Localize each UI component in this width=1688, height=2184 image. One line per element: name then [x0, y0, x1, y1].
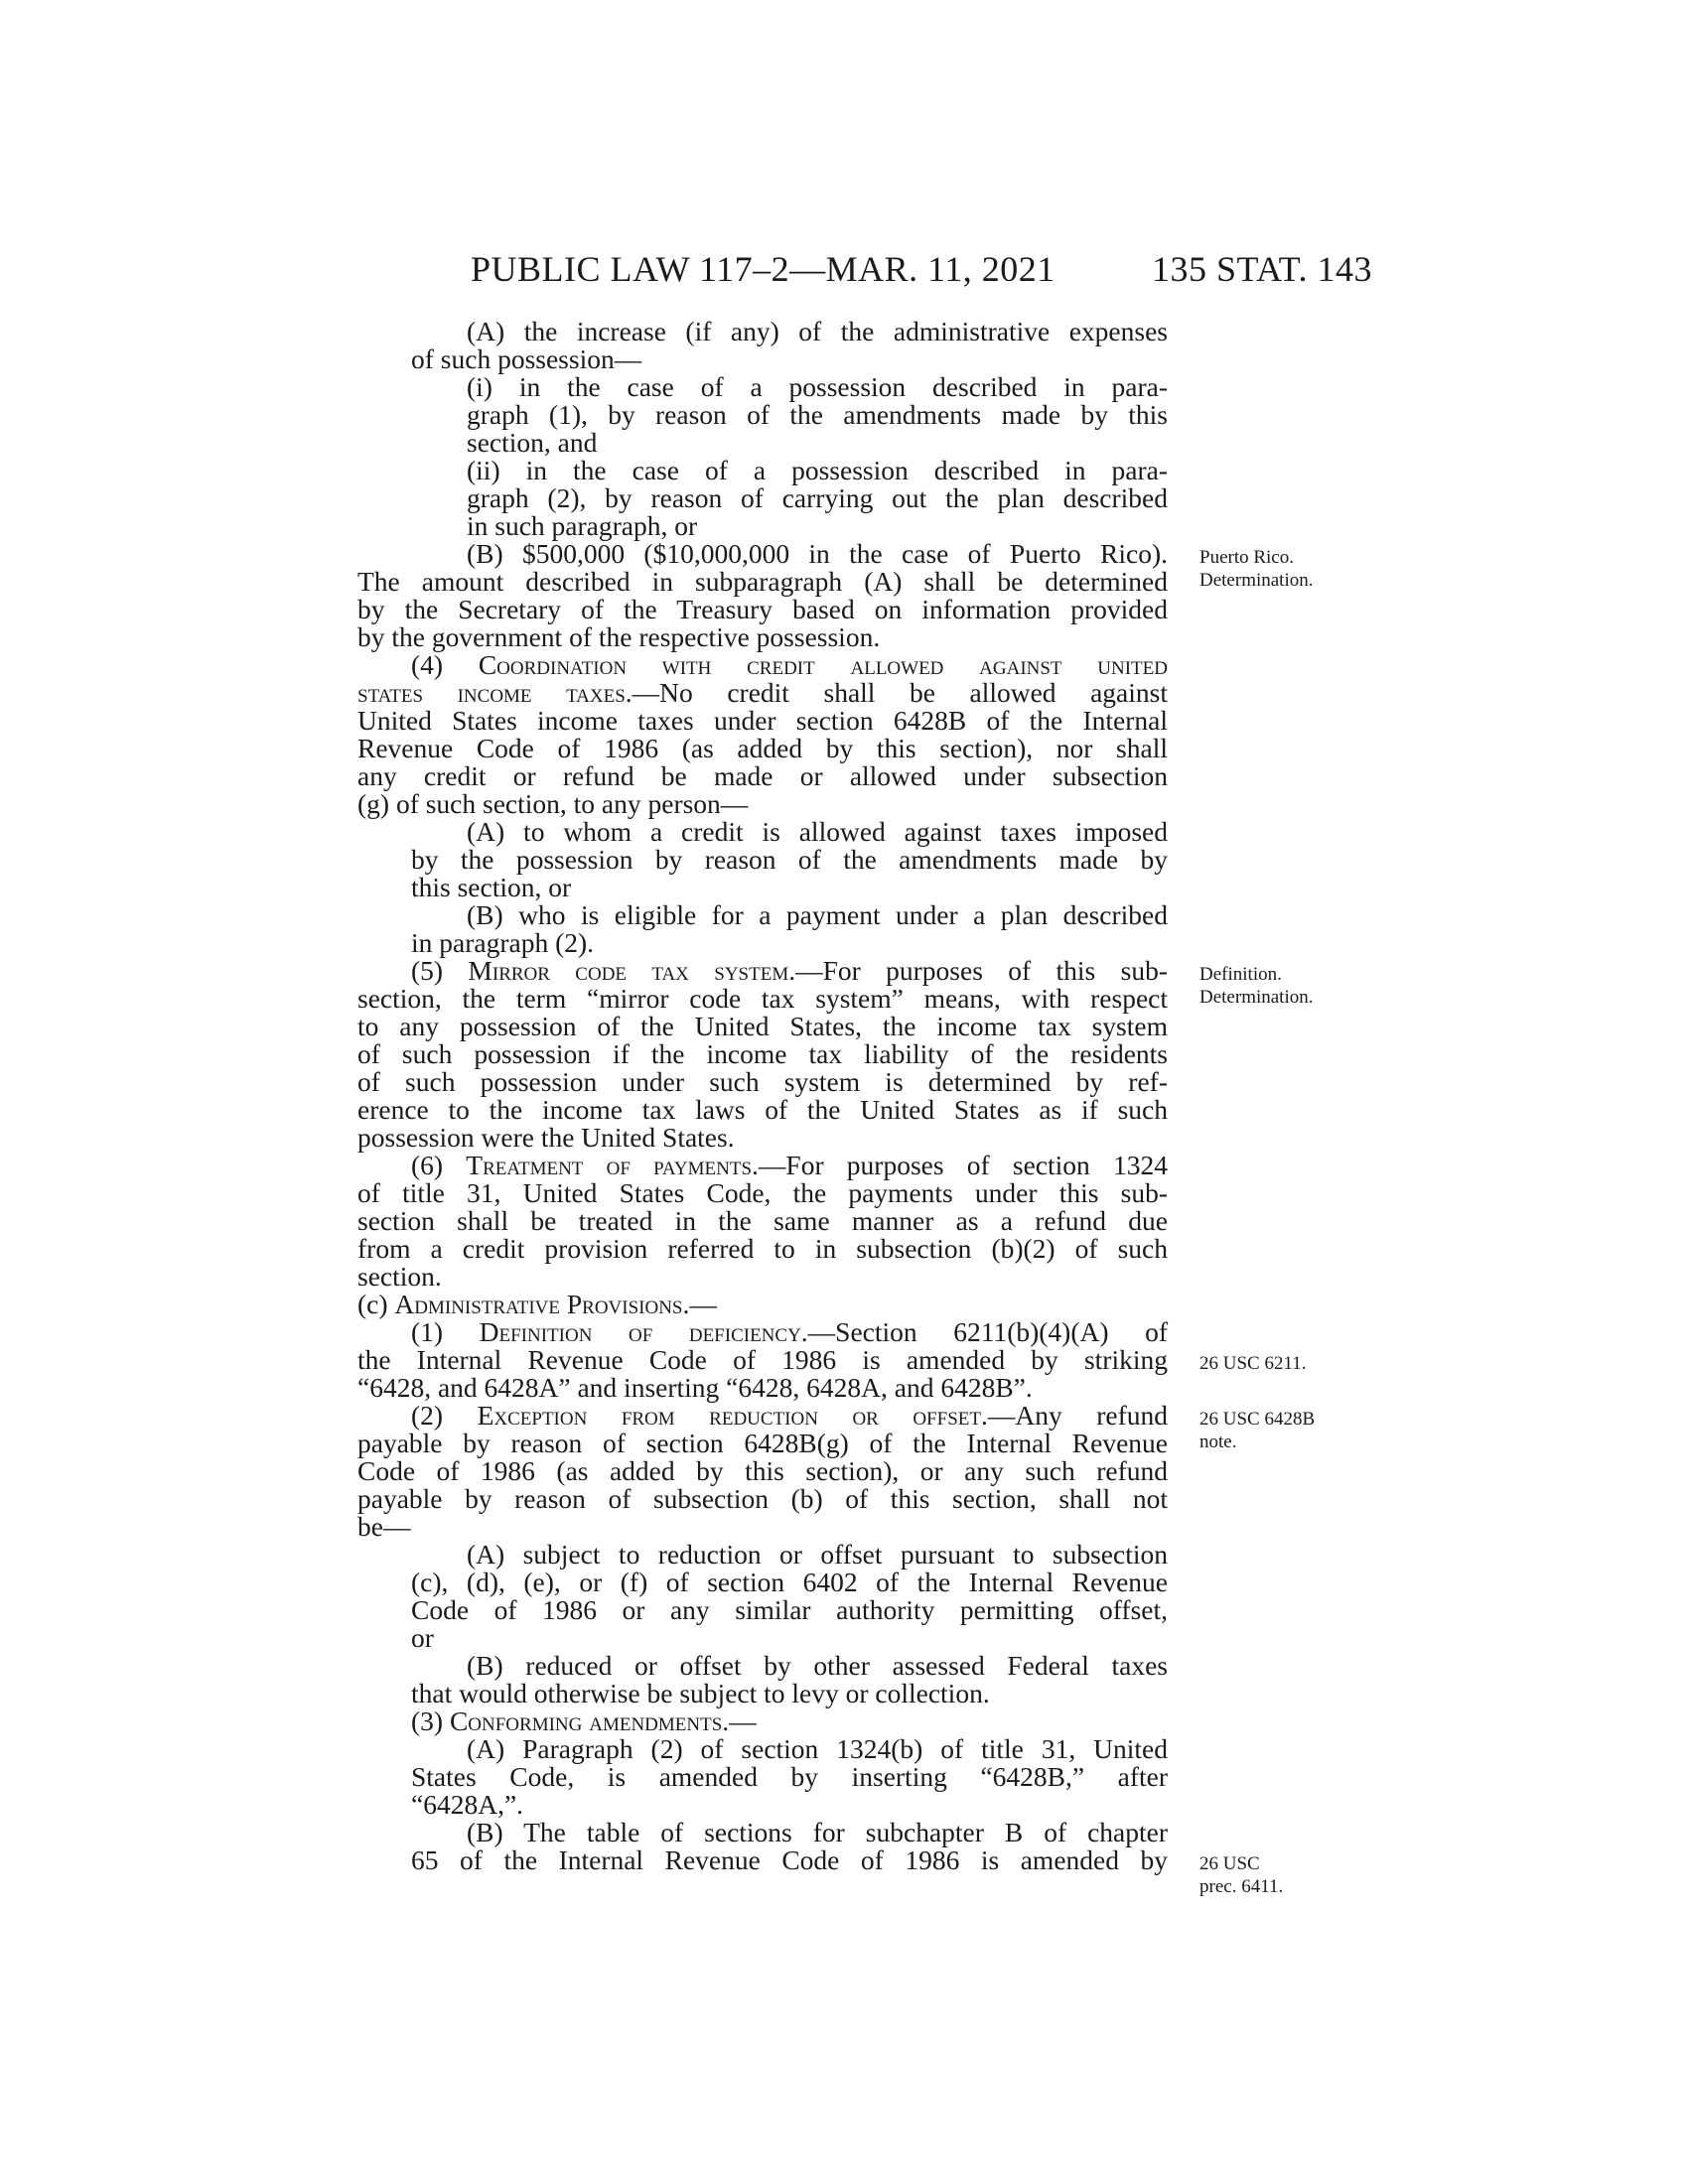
text-line: payable by reason of subsection (b) of this section, shall not	[357, 1483, 1168, 1514]
text-line: payable by reason of section 6428B(g) of the Internal Revenue	[357, 1428, 1168, 1458]
text-line: of title 31, United States Code, the payments under this sub-	[357, 1177, 1168, 1208]
text-line: (B) who is eligible for a payment under a plan described	[467, 899, 1168, 930]
text-line: (A) subject to reduction or offset pursuant to subsection	[467, 1539, 1168, 1570]
text-line: in such paragraph, or	[467, 510, 698, 541]
text-line: in paragraph (2).	[411, 927, 595, 958]
text-line: (i) in the case of a possession described in para-	[467, 371, 1168, 402]
text-line: (1) Definition of deficiency.—Section 6211(b)(4)(A) of	[411, 1316, 1168, 1347]
text-line: (c) Administrative Provisions.—	[357, 1289, 717, 1319]
text-line: (5) Mirror code tax system.—For purposes of this sub-	[411, 955, 1168, 986]
heading-small-caps: Treatment of payments.	[466, 1150, 759, 1180]
text-line: (B) $500,000 ($10,000,000 in the case of Puerto Rico).	[467, 538, 1168, 569]
text-line: Revenue Code of 1986 (as added by this section), nor shall	[357, 733, 1168, 763]
running-header-page: 135 STAT. 143	[1152, 249, 1372, 289]
text-line: that would otherwise be subject to levy or collection.	[411, 1678, 990, 1708]
text-line: by the government of the respective possession.	[357, 621, 881, 652]
text-line: graph (1), by reason of the amendments made by this	[467, 399, 1168, 430]
text-line: (4) Coordination with credit allowed against united	[411, 649, 1168, 680]
text-line: (A) Paragraph (2) of section 1324(b) of title 31, United	[467, 1733, 1168, 1764]
text-line: (B) The table of sections for subchapter B of chapter	[467, 1817, 1168, 1847]
margin-note: 26 USC prec. 6411.	[1199, 1853, 1284, 1897]
text-line: “6428A,”.	[411, 1789, 524, 1820]
margin-note: Definition. Determination.	[1199, 964, 1314, 1008]
text-line: 65 of the Internal Revenue Code of 1986 is amended by	[411, 1844, 1168, 1875]
text-line: section, the term “mirror code tax system” means, with respect	[357, 983, 1168, 1014]
text-line: (3) Conforming amendments.—	[411, 1706, 757, 1736]
text-line: (A) to whom a credit is allowed against taxes imposed	[467, 816, 1168, 847]
text-line: section shall be treated in the same manner as a refund due	[357, 1205, 1168, 1236]
text-line: (A) the increase (if any) of the administrative expenses	[467, 316, 1168, 346]
heading-small-caps: Mirror code tax system.	[468, 955, 796, 986]
margin-note: 26 USC 6428B note.	[1199, 1409, 1316, 1452]
text-line: graph (2), by reason of carrying out the plan described	[467, 482, 1168, 513]
text-line: (B) reduced or offset by other assessed Federal taxes	[467, 1650, 1168, 1681]
heading-small-caps: Administrative Provisions.	[394, 1289, 690, 1319]
text-line: to any possession of the United States, the income tax system	[357, 1011, 1168, 1041]
heading-small-caps: Exception from reduction or offset.	[477, 1400, 988, 1431]
text-line: or	[411, 1622, 434, 1653]
text-line: “6428, and 6428A” and inserting “6428, 6428A, and 6428B”.	[357, 1372, 1033, 1403]
text-line: states income taxes.—No credit shall be allowed against	[357, 677, 1168, 708]
text-line: section, and	[467, 427, 598, 458]
text-line: States Code, is amended by inserting “6428B,” after	[411, 1761, 1168, 1792]
text-line: (c), (d), (e), or (f) of section 6402 of the Internal Revenue	[411, 1567, 1168, 1597]
text-line: Code of 1986 or any similar authority permitting offset,	[411, 1594, 1168, 1625]
text-line: possession were the United States.	[357, 1122, 735, 1153]
text-line: this section, or	[411, 872, 572, 902]
text-line: section.	[357, 1261, 442, 1292]
text-line: from a credit provision referred to in subsection (b)(2) of such	[357, 1233, 1168, 1264]
margin-note: 26 USC 6211.	[1199, 1353, 1307, 1374]
heading-small-caps: Coordination with credit allowed against united	[478, 649, 1168, 680]
heading-small-caps: Definition of deficiency.	[479, 1316, 808, 1347]
text-line: The amount described in subparagraph (A) shall be determined	[357, 566, 1168, 597]
text-line: (g) of such section, to any person—	[357, 788, 749, 819]
text-line: by the possession by reason of the amendments made by	[411, 844, 1168, 875]
text-line: by the Secretary of the Treasury based on information provided	[357, 594, 1168, 624]
text-line: any credit or refund be made or allowed under subsection	[357, 760, 1168, 791]
text-line: erence to the income tax laws of the United States as if such	[357, 1094, 1168, 1125]
text-line: (6) Treatment of payments.—For purposes of section 1324	[411, 1150, 1168, 1180]
text-line: of such possession—	[411, 343, 642, 374]
text-line: of such possession under such system is determined by ref-	[357, 1066, 1168, 1097]
text-line: (2) Exception from reduction or offset.—Any refund	[411, 1400, 1168, 1431]
text-line: be—	[357, 1511, 411, 1542]
heading-small-caps: states income taxes.	[357, 677, 633, 708]
text-line: the Internal Revenue Code of 1986 is amended by striking	[357, 1344, 1168, 1375]
running-header-left: PUBLIC LAW 117–2—MAR. 11, 2021	[471, 249, 1055, 289]
text-line: Code of 1986 (as added by this section), or any such refund	[357, 1455, 1168, 1486]
text-line: (ii) in the case of a possession described in para-	[467, 455, 1168, 485]
margin-note: Puerto Rico. Determination.	[1199, 547, 1314, 591]
text-line: United States income taxes under section 6428B of the Internal	[357, 705, 1168, 736]
heading-small-caps: Conforming amendments.	[449, 1706, 730, 1736]
text-line: of such possession if the income tax liability of the residents	[357, 1038, 1168, 1069]
